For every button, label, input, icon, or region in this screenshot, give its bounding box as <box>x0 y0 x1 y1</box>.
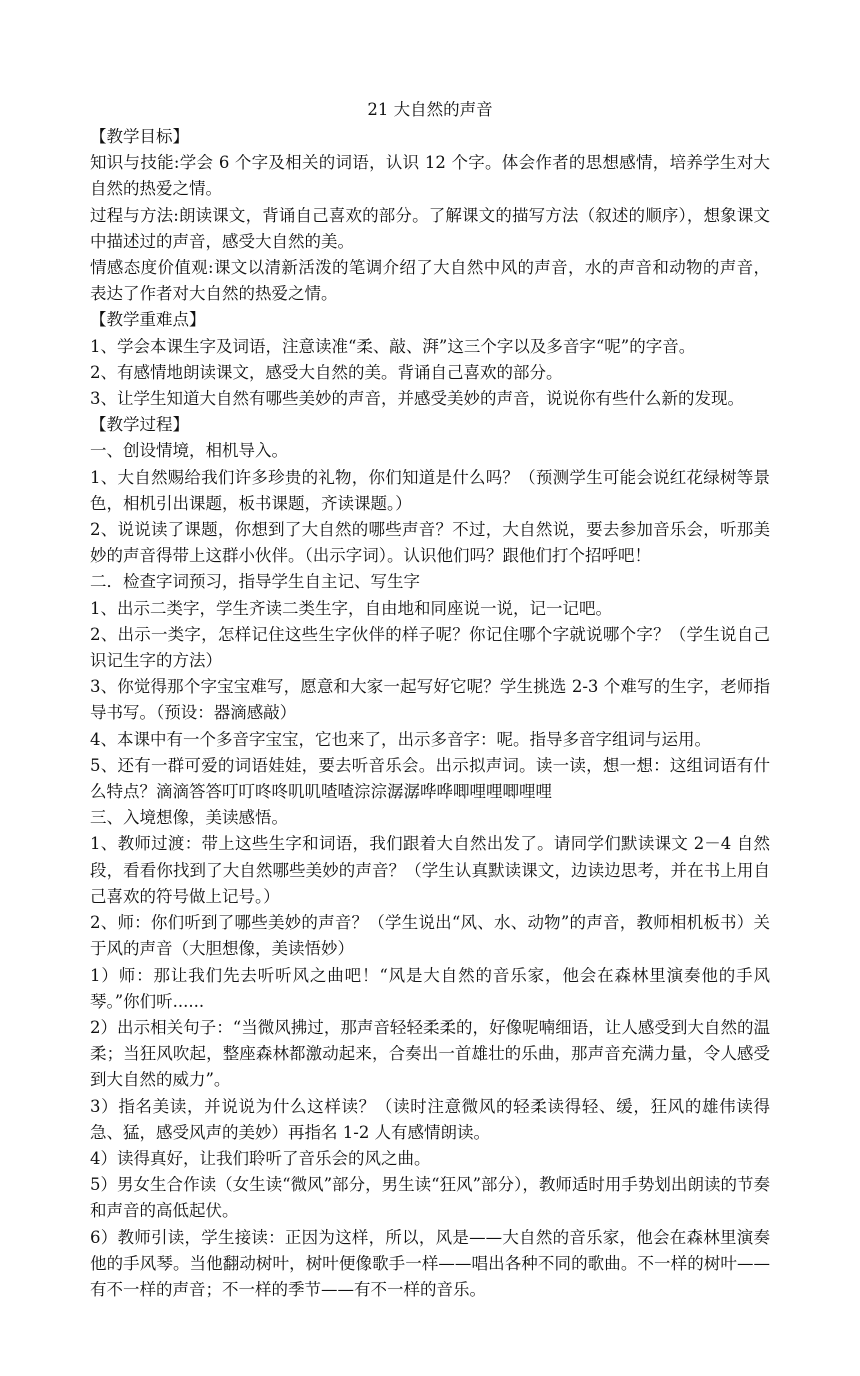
paragraph: 1、学会本课生字及词语，注意读准“柔、敲、湃”这三个字以及多音字“呢”的字音。 <box>90 336 696 356</box>
paragraph: 一、创设情境，相机导入。 <box>90 441 288 461</box>
paragraph: 1、大自然赐给我们许多珍贵的礼物，你们知道是什么吗？（预测学生可能会说红花绿树等景色，相机引出课题，板书课题，齐读课题。） <box>90 467 770 513</box>
paragraph: 3、你觉得那个字宝宝难写，愿意和大家一起写好它呢？学生挑选 2-3 个难写的生字，老师指导书写。（预设：器滴感敲） <box>90 677 770 723</box>
section-heading-objectives: 【教学目标】 <box>90 127 189 146</box>
paragraph: 知识与技能:学会 6 个字及相关的词语，认识 12 个字。体会作者的思想感情，培养学生对大自然的热爱之情。 <box>90 153 770 199</box>
document-title: 21 大自然的声音 <box>367 100 493 119</box>
document-body <box>90 124 770 1303</box>
paragraph: 1、出示二类字，学生齐读二类生字，自由地和同座说一说，记一记吧。 <box>90 598 612 618</box>
section-heading-key-points: 【教学重难点】 <box>90 310 206 330</box>
paragraph: 2、有感情地朗读课文，感受大自然的美。背诵自己喜欢的部分。 <box>90 362 563 382</box>
paragraph: 3）指名美读，并说说为什么这样读？（读时注意微风的轻柔读得轻、缓，狂风的雄伟读得急、猛，感受风声的美妙）再指名 1-2 人有感情朗读。 <box>90 1096 770 1142</box>
paragraph: 6）教师引读，学生接读：正因为这样，所以，风是——大自然的音乐家，他会在森林里演奏他的手风琴。当他翻动树叶，树叶便像歌手一样——唱出各种不同的歌曲。不一样的树叶——有不一样的声音；不一样的季节——有不一样的音乐。 <box>90 1227 770 1299</box>
paragraph: 3、让学生知道大自然有哪些美妙的声音，并感受美妙的声音，说说你有些什么新的发现。 <box>90 389 744 409</box>
paragraph: 1）师：那让我们先去听听风之曲吧！“风是大自然的音乐家，他会在森林里演奏他的手风琴。”你们听...... <box>90 965 770 1011</box>
section-heading-process: 【教学过程】 <box>90 415 189 435</box>
paragraph: 1、教师过渡：带上这些生字和词语，我们跟着大自然出发了。请同学们默读课文 2－4 自然段，看看你找到了大自然哪些美妙的声音？（学生认真默读课文，边读边思考，并在书上用自己喜欢的符号做上记号。） <box>90 834 770 906</box>
paragraph: 过程与方法:朗读课文，背诵自己喜欢的部分。了解课文的描写方法（叙述的顺序），想象课文中描述过的声音，感受大自然的美。 <box>90 205 770 251</box>
paragraph: 4）读得真好，让我们聆听了音乐会的风之曲。 <box>90 1148 431 1168</box>
paragraph: 三、入境想像，美读感悟。 <box>90 808 288 828</box>
paragraph: 二．检查字词预习，指导学生自主记、写生字 <box>90 572 420 592</box>
paragraph: 2）出示相关句子：“当微风拂过，那声音轻轻柔柔的，好像呢喃细语，让人感受到大自然的温柔；当狂风吹起，整座森林都激动起来，合奏出一首雄壮的乐曲，那声音充满力量，令人感受到大自然的威力”。 <box>90 1017 770 1090</box>
paragraph: 5）男女生合作读（女生读“微风”部分，男生读“狂风”部分），教师适时用手势划出朗读的节奏和声音的高低起伏。 <box>90 1175 770 1221</box>
paragraph: 情感态度价值观:课文以清新活泼的笔调介绍了大自然中风的声音，水的声音和动物的声音，表达了作者对大自然的热爱之情。 <box>90 258 770 304</box>
paragraph: 5、还有一群可爱的词语娃娃，要去听音乐会。出示拟声词。读一读，想一想：这组词语有什么特点？滴滴答答叮叮咚咚叽叽喳喳淙淙潺潺哗哗唧哩哩唧哩哩 <box>90 755 770 802</box>
paragraph: 2、出示一类字，怎样记住这些生字伙伴的样子呢？你记住哪个字就说哪个字？（学生说自己识记生字的方法） <box>90 624 770 671</box>
paragraph: 4、本课中有一个多音字宝宝，它也来了，出示多音字：呢。指导多音字组词与运用。 <box>90 729 711 749</box>
paragraph: 2、师：你们听到了哪些美妙的声音？（学生说出“风、水、动物”的声音，教师相机板书）关于风的声音（大胆想像，美读悟妙） <box>90 913 770 959</box>
paragraph: 2、说说读了课题，你想到了大自然的哪些声音？不过，大自然说，要去参加音乐会，听那美妙的声音得带上这群小伙伴。（出示字词）。认识他们吗？跟他们打个招呼吧！ <box>90 520 770 566</box>
